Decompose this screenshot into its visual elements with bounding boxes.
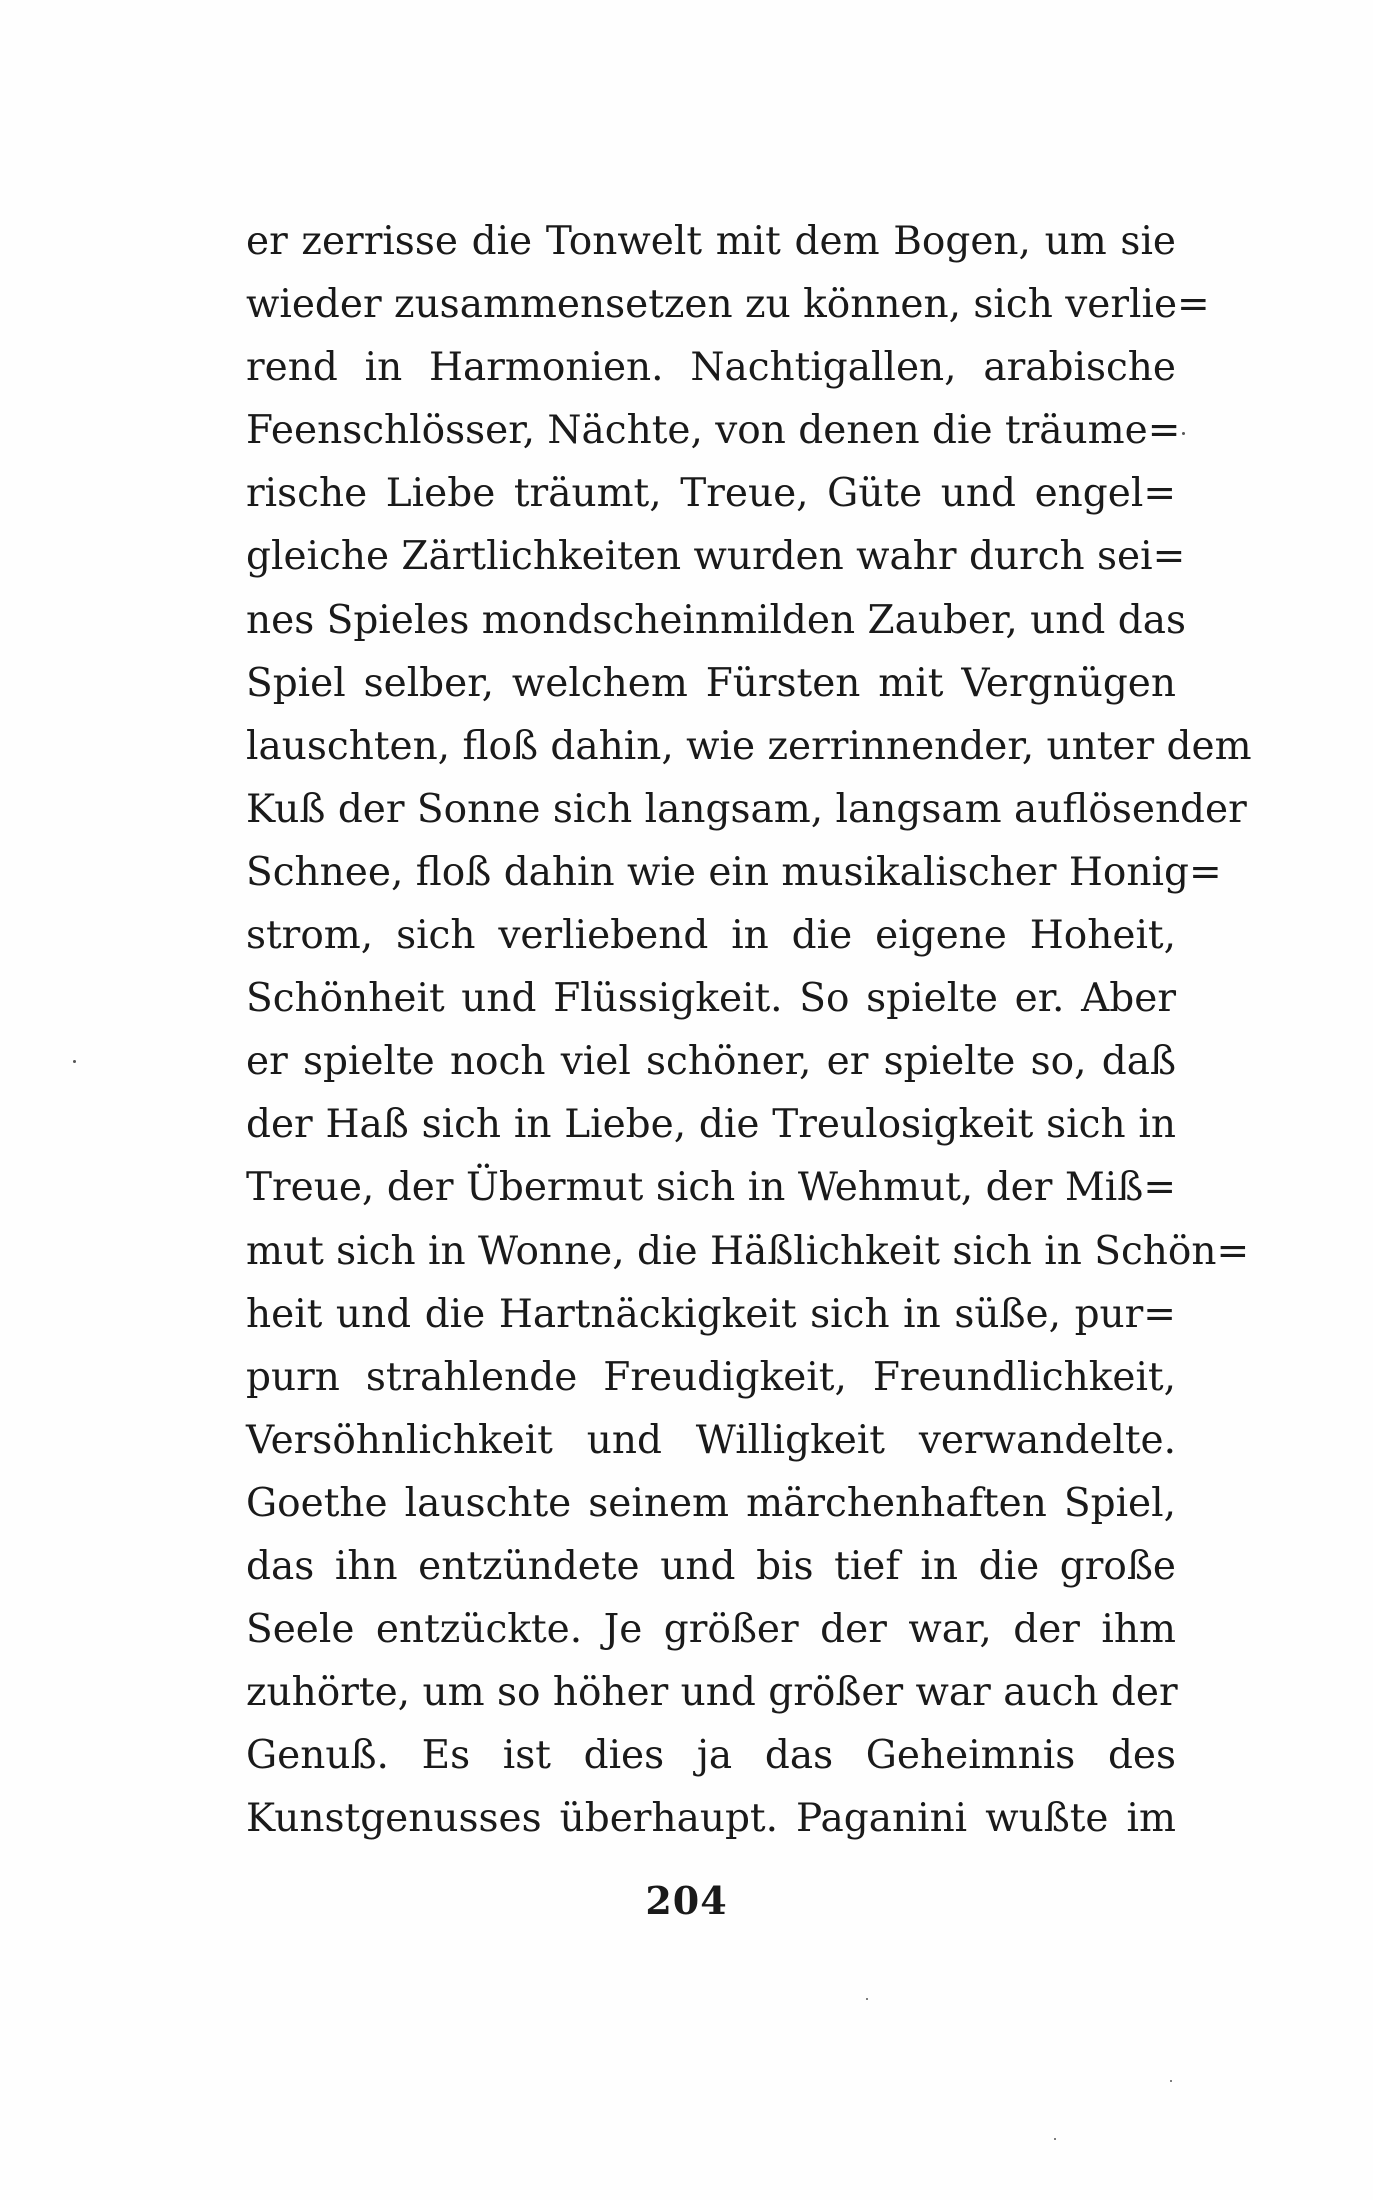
text-line: Versöhnlichkeit und Willigkeit verwandelte. xyxy=(246,1417,1176,1463)
text-line: Genuß. Es ist dies ja das Geheimnis des xyxy=(246,1733,1176,1779)
text-line: Kunstgenusses überhaupt. Paganini wußte im xyxy=(246,1796,1176,1842)
text-line: das ihn entzündete und bis tief in die große xyxy=(246,1543,1176,1589)
text-line: zuhörte, um so höher und größer war auch der xyxy=(246,1670,1178,1716)
scan-speck xyxy=(1054,2138,1056,2140)
text-line: heit und die Hartnäckigkeit sich in süße, pur= xyxy=(246,1291,1176,1337)
text-line: rend in Harmonien. Nachtigallen, arabische xyxy=(246,345,1176,391)
page-number: 204 xyxy=(645,1878,728,1923)
text-line: strom, sich verliebend in die eigene Hoheit, xyxy=(246,913,1176,959)
text-line: Feenschlösser, Nächte, von denen die träume= xyxy=(246,408,1181,454)
text-line: nes Spieles mondscheinmilden Zauber, und das xyxy=(246,597,1186,643)
scan-speck xyxy=(1170,2080,1172,2082)
text-line: wieder zusammensetzen zu können, sich verlie= xyxy=(246,282,1210,328)
text-line: Schnee, floß dahin wie ein musikalischer Honig= xyxy=(246,849,1222,895)
scan-speck xyxy=(866,1998,868,2000)
text-line: rische Liebe träumt, Treue, Güte und engel= xyxy=(246,471,1176,517)
text-line: er spielte noch viel schöner, er spielte so, daß xyxy=(246,1039,1176,1085)
text-line: purn strahlende Freudigkeit, Freundlichkeit, xyxy=(246,1354,1176,1400)
text-line: lauschten, floß dahin, wie zerrinnender, unter dem xyxy=(246,723,1252,769)
text-line: Spiel selber, welchem Fürsten mit Vergnügen xyxy=(246,660,1176,706)
body-text xyxy=(246,210,1252,1850)
text-line: Goethe lauschte seinem märchenhaften Spiel, xyxy=(246,1480,1176,1526)
text-line: Treue, der Übermut sich in Wehmut, der Miß= xyxy=(246,1165,1176,1211)
text-line: Schönheit und Flüssigkeit. So spielte er. Aber xyxy=(246,976,1176,1022)
text-line: Kuß der Sonne sich langsam, langsam auflösender xyxy=(246,786,1247,832)
text-line: gleiche Zärtlichkeiten wurden wahr durch sei= xyxy=(246,534,1186,580)
scan-speck xyxy=(73,1060,76,1063)
text-line: Seele entzückte. Je größer der war, der ihm xyxy=(246,1607,1176,1653)
text-line: der Haß sich in Liebe, die Treulosigkeit sich in xyxy=(246,1102,1176,1148)
scan-speck xyxy=(1182,432,1185,435)
text-line: er zerrisse die Tonwelt mit dem Bogen, um sie xyxy=(246,219,1176,264)
text-line: mut sich in Wonne, die Häßlichkeit sich in Schön= xyxy=(246,1228,1250,1274)
